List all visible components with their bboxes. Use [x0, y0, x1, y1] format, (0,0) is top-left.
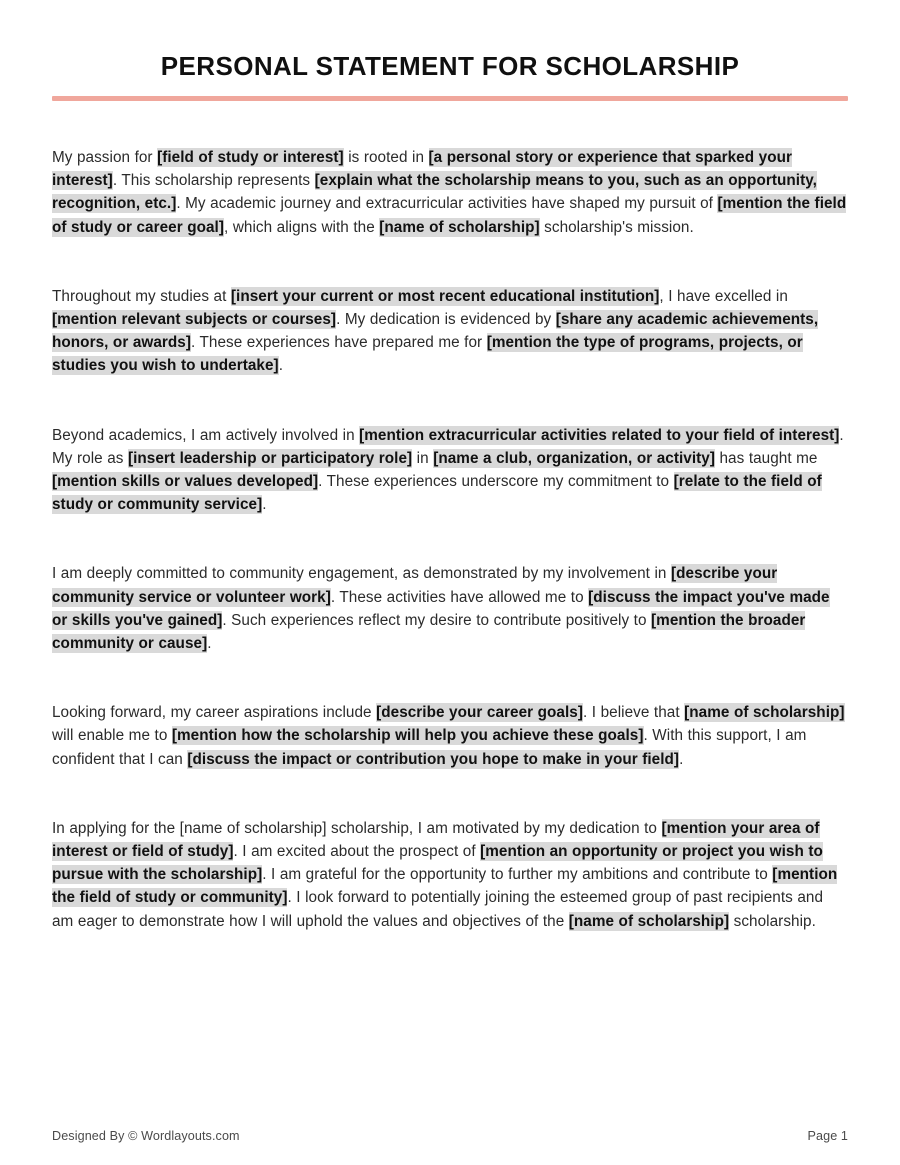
body-text: . I believe that [583, 704, 685, 722]
body-text: Throughout my studies at [52, 287, 231, 305]
placeholder-field[interactable]: [discuss the impact you've made or skills you've gained] [52, 588, 830, 629]
body-text: . My dedication is evidenced by [336, 310, 556, 328]
body-text: Beyond academics, I am actively involved in [52, 426, 360, 444]
body-text: scholarship's mission. [539, 218, 694, 236]
placeholder-field[interactable]: [share any academic achievements, honors, or awards] [52, 310, 819, 352]
body-text: . My academic journey and extracurricular activities have shaped my pursuit of [176, 195, 718, 213]
placeholder-field[interactable]: [relate to the field of study or community service] [52, 472, 822, 514]
body-text: . [278, 357, 284, 375]
placeholder-field[interactable]: [insert leadership or participatory role] [127, 449, 413, 467]
placeholder-field[interactable]: [explain what the scholarship means to you, such as an opportunity, recognition, etc.] [52, 172, 817, 213]
body-text: . These experiences have prepared me for [191, 334, 487, 352]
placeholder-field[interactable]: [name of scholarship] [684, 704, 845, 722]
placeholder-field[interactable]: [mention the field of study or career goal] [52, 195, 847, 236]
paragraph-4 [52, 562, 848, 655]
placeholder-field[interactable]: [mention the broader community or cause] [52, 611, 806, 652]
paragraph-2 [52, 285, 848, 378]
title-divider [52, 96, 848, 101]
placeholder-field[interactable]: [mention extracurricular activities related to your field of interest] [359, 426, 840, 444]
document-body [0, 146, 900, 933]
placeholder-field[interactable]: [describe your career goals] [376, 704, 583, 722]
placeholder-field[interactable]: [name a club, organization, or activity] [433, 449, 715, 467]
placeholder-field[interactable]: [mention skills or values developed] [52, 472, 319, 490]
placeholder-field[interactable]: [mention the field of study or community] [52, 866, 838, 907]
body-text: I am deeply committed to community engagement, as demonstrated by my involvement in [52, 565, 671, 583]
body-text: . This scholarship represents [112, 172, 315, 190]
body-text: . These experiences underscore my commitment to [318, 472, 674, 490]
body-text: . [262, 496, 267, 514]
placeholder-field[interactable]: [describe your community service or volunteer work] [52, 565, 778, 606]
paragraph-5 [52, 701, 848, 771]
body-text: . With this support, I am confident that I can [52, 727, 807, 768]
page-title: PERSONAL STATEMENT FOR SCHOLARSHIP [160, 51, 740, 81]
body-text: . Such experiences reflect my desire to contribute positively to [222, 611, 652, 629]
body-text: scholarship. [729, 912, 816, 930]
body-text: . I am grateful for the opportunity to further my ambitions and contribute to [262, 866, 773, 884]
body-text: has taught me [715, 449, 818, 467]
placeholder-field[interactable]: [discuss the impact or contribution you hope to make in your field] [187, 750, 680, 768]
placeholder-field[interactable]: [name of scholarship] [379, 218, 540, 236]
body-text: Looking forward, my career aspirations include [52, 704, 377, 722]
placeholder-field[interactable]: [mention your area of interest or field of study] [52, 819, 820, 860]
document-header [0, 0, 900, 101]
body-text: . [207, 634, 212, 652]
body-text: is rooted in [343, 148, 429, 166]
body-text: . [679, 750, 684, 768]
placeholder-field[interactable]: [name of scholarship] [568, 912, 730, 930]
placeholder-field[interactable]: [a personal story or experience that sparked your interest] [52, 148, 792, 190]
footer-page-number: Page 1 [807, 1129, 848, 1143]
placeholder-field[interactable]: [mention relevant subjects or courses] [52, 310, 337, 328]
body-text: . I am excited about the prospect of [233, 842, 481, 860]
paragraph-6 [52, 817, 848, 933]
paragraph-1 [52, 146, 848, 239]
placeholder-field[interactable]: [field of study or interest] [157, 148, 344, 166]
body-text: , I have excelled in [659, 287, 788, 305]
body-text: . These activities have allowed me to [330, 588, 589, 606]
placeholder-field[interactable]: [mention an opportunity or project you wish to pursue with the scholarship] [52, 842, 823, 884]
placeholder-field[interactable]: [mention how the scholarship will help you achieve these goals] [171, 727, 644, 745]
body-text: . I look forward to potentially joining the esteemed group of past recipients and am eager to demonstrate how I will uphold the values and objectives of the [52, 889, 824, 930]
body-text: , which aligns with the [224, 218, 380, 236]
document-footer [52, 1129, 848, 1143]
paragraph-3 [52, 424, 848, 517]
placeholder-field[interactable]: [mention the type of programs, projects, or studies you wish to undertake] [52, 334, 803, 375]
body-text: will enable me to [52, 727, 172, 745]
placeholder-field[interactable]: [insert your current or most recent educational institution] [230, 287, 660, 305]
body-text: My passion for [52, 148, 158, 166]
footer-credit: Designed By © Wordlayouts.com [52, 1129, 240, 1143]
body-text: In applying for the [name of scholarship] scholarship, I am motivated by my dedication to [52, 819, 662, 837]
body-text: . My role as [52, 426, 844, 467]
body-text: in [412, 449, 434, 467]
